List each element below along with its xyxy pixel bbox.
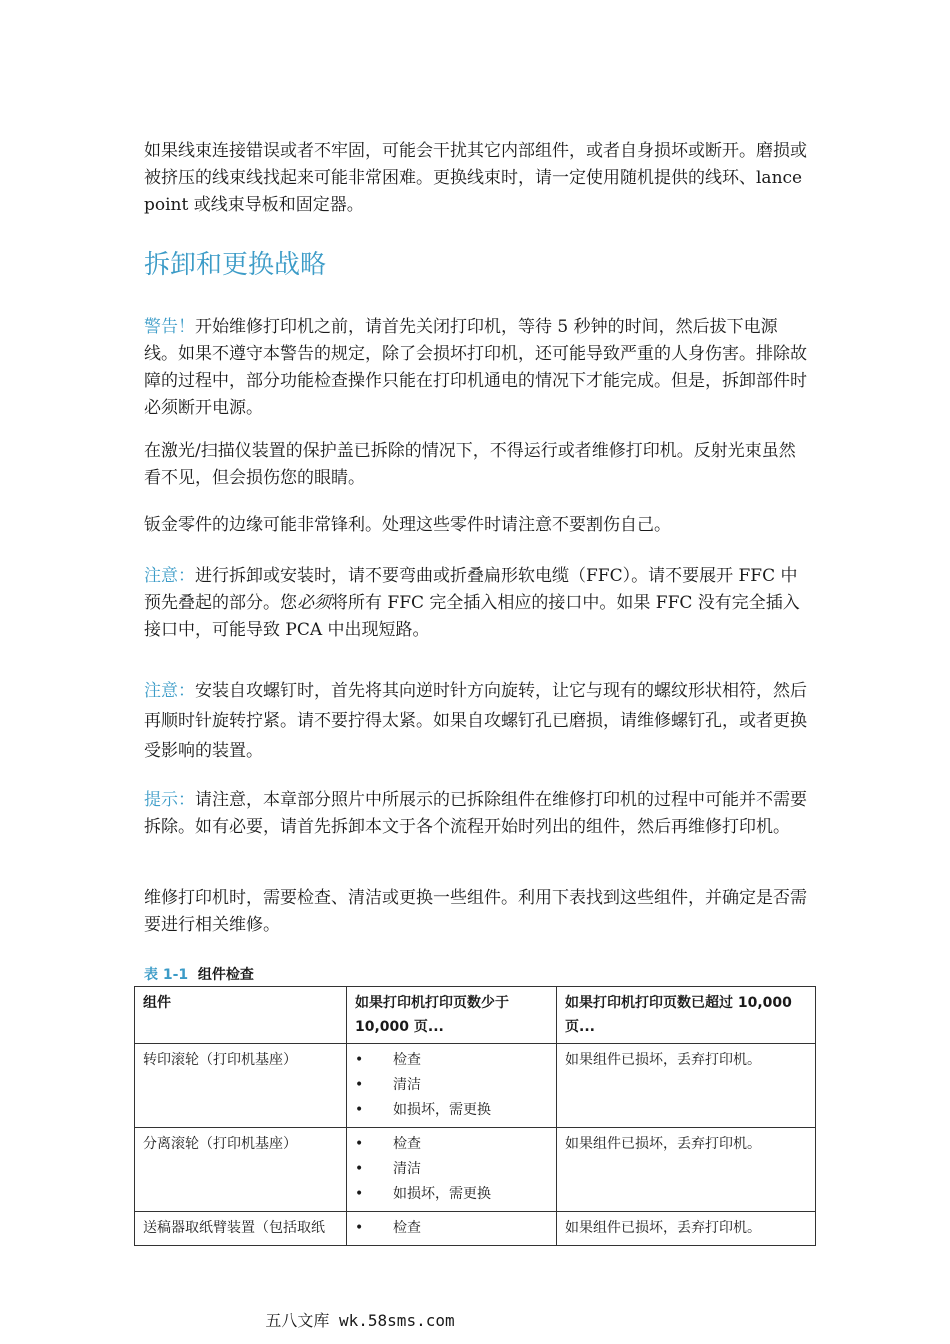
action-item: • 检查 [355,1132,548,1157]
intro-paragraph: 如果线束连接错误或者不牢固，可能会干扰其它内部组件，或者自身损坏或断开。磨损或被挤压的线束线找起来可能非常困难。更换线束时，请一定使用随机提供的线环、lance point 或线束导板和固定器。 [144,141,807,215]
action-item: • 如损坏，需更换 [355,1098,548,1123]
component-cell: 转印滚轮（打印机基座） [135,1044,347,1128]
laser-paragraph: 在激光/扫描仪装置的保护盖已拆除的情况下，不得运行或者维修打印机。反射光束虽然看不见，但会损伤您的眼睛。 [144,441,796,488]
action-item: • 检查 [355,1216,548,1241]
action-item: • 清洁 [355,1073,548,1098]
footer-watermark: 五八文库 wk.58sms.com [265,1311,455,1330]
warning-paragraph [144,314,810,422]
component-cell: 分离滚轮（打印机基座） [135,1128,347,1212]
component-cell: 送稿器取纸臂装置（包括取纸 [135,1212,347,1246]
action-item: • 如损坏，需更换 [355,1182,548,1207]
sheet-metal-paragraph: 钣金零件的边缘可能非常锋利。处理这些零件时请注意不要割伤自己。 [144,515,671,535]
table-caption [144,964,254,984]
actions-cell [347,1212,557,1246]
table-caption-number: 表 1-1 [144,967,189,983]
table-caption-title: 组件检查 [197,967,254,983]
maintenance-paragraph: 维修打印机时，需要检查、清洁或更换一些组件。利用下表找到这些组件，并确定是否需要进行相关维修。 [144,888,807,935]
caution-ffc-text-b: 将所有 FFC 完全插入相应的接口中。如果 FFC 没有完全插入接口中，可能导致 PCA 中出现短路。 [144,593,800,640]
caution-ffc-paragraph [144,563,810,644]
warning-text: 开始维修打印机之前，请首先关闭打印机，等待 5 秒钟的时间，然后拔下电源线。如果不遵守本警告的规定，除了会损坏打印机，还可能导致严重的人身伤害。排除故障的过程中，部分功能检查操作只能在打印机通电的情况下才能完成。但是，拆卸部件时必须断开电源。 [144,317,807,418]
header-under-10000: 如果打印机打印页数少于 10,000 页... [347,987,557,1044]
caution-screw-text: 安装自攻螺钉时，首先将其向逆时针方向旋转，让它与现有的螺纹形状相符，然后再顺时针旋转拧紧。请不要拧得太紧。如果自攻螺钉孔已磨损，请维修螺钉孔，或者更换受影响的装置。 [144,681,807,761]
tip-label: 提示： [144,790,195,810]
over-limit-cell: 如果组件已损坏，丢弃打印机。 [557,1128,816,1212]
caution-screw-paragraph [144,676,810,766]
actions-cell [347,1044,557,1128]
caution-ffc-emphasis: 必须 [297,593,331,613]
action-item: • 检查 [355,1048,548,1073]
tip-paragraph [144,787,810,841]
actions-cell [347,1128,557,1212]
table-row [135,1044,816,1128]
over-limit-cell: 如果组件已损坏，丢弃打印机。 [557,1044,816,1128]
component-check-table [134,986,816,1246]
header-over-10000: 如果打印机打印页数已超过 10,000 页... [557,987,816,1044]
over-limit-cell: 如果组件已损坏，丢弃打印机。 [557,1212,816,1246]
caution-ffc-text-a: 进行拆卸或安装时，请不要弯曲或折叠扁形软电缆（FFC）。请不要展开 FFC 中预先叠起的部分。您 [144,566,798,613]
table-row [135,1212,816,1246]
action-item: • 清洁 [355,1157,548,1182]
caution-label: 注意： [144,681,195,701]
caution-label: 注意： [144,566,195,586]
table-row [135,1128,816,1212]
table-header-row [135,987,816,1044]
section-heading: 拆卸和更换战略 [144,250,327,280]
tip-text: 请注意，本章部分照片中所展示的已拆除组件在维修打印机的过程中可能并不需要拆除。如有必要，请首先拆卸本文于各个流程开始时列出的组件，然后再维修打印机。 [144,790,807,837]
header-component: 组件 [135,987,347,1044]
warning-label: 警告！ [144,317,195,337]
